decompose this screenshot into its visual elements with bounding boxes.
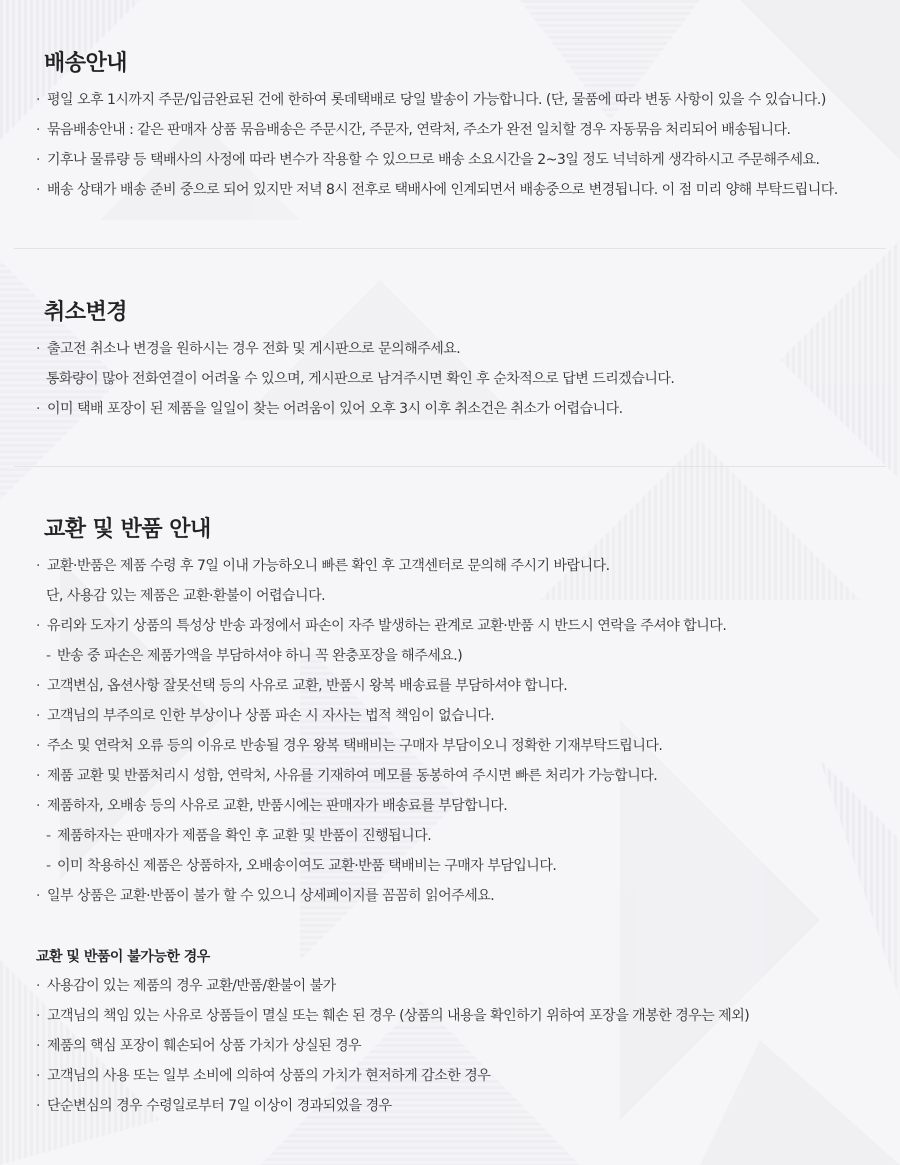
list-item-text: 통화량이 많아 전화연결이 어려울 수 있으며, 게시판으로 남겨주시면 확인 후 순차적으로 답변 드리겠습니다. — [46, 371, 675, 387]
bullet-marker: · — [36, 1098, 40, 1114]
list-item — [36, 886, 494, 906]
list-item-continuation — [46, 586, 325, 606]
list-item — [36, 180, 838, 200]
bullet-marker: · — [36, 1008, 40, 1024]
section-title: 배송안내 — [44, 51, 128, 76]
list-item-text: 제품하자는 판매자가 제품을 확인 후 교환 및 반품이 진행됩니다. — [57, 828, 432, 844]
sub-list-item — [46, 856, 556, 876]
list-item — [36, 1036, 361, 1056]
list-item-text: 제품하자, 오배송 등의 사유로 교환, 반품시에는 판매자가 배송료를 부담합니다. — [47, 798, 508, 814]
list-item-text: 제품의 핵심 포장이 훼손되어 상품 가치가 상실된 경우 — [47, 1038, 362, 1054]
list-item-text: 단순변심의 경우 수령일로부터 7일 이상이 경과되었을 경우 — [47, 1098, 392, 1114]
sub-list-item — [46, 646, 462, 666]
list-item — [36, 766, 657, 786]
bullet-marker: · — [36, 341, 40, 357]
list-item — [36, 399, 623, 419]
list-item — [36, 616, 726, 636]
bullet-marker: · — [36, 558, 40, 574]
list-item-text: 평일 오후 1시까지 주문/입금완료된 건에 한하여 롯데택배로 당일 발송이 가능합니다. (단, 물품에 따라 변동 사항이 있을 수 있습니다.) — [47, 92, 826, 108]
dash-marker: - — [46, 648, 51, 664]
dash-marker: - — [46, 828, 51, 844]
bullet-marker: · — [36, 92, 40, 108]
sub-list-item — [46, 826, 431, 846]
bullet-marker: · — [36, 888, 40, 904]
section-title: 교환 및 반품 안내 — [44, 517, 211, 542]
list-item-text: 고객님의 부주의로 인한 부상이나 상품 파손 시 자사는 법적 책임이 없습니다. — [47, 708, 495, 724]
bullet-marker: · — [36, 618, 40, 634]
bullet-marker: · — [36, 768, 40, 784]
list-item-text: 기후나 물류량 등 택배사의 사정에 따라 변수가 작용할 수 있으므로 배송 소요시간을 2~3일 정도 넉넉하게 생각하시고 주문해주세요. — [47, 152, 820, 168]
list-item-text: 교환·반품은 제품 수령 후 7일 이내 가능하오니 빠른 확인 후 고객센터로 문의해 주시기 바랍니다. — [47, 558, 610, 574]
list-item — [36, 796, 507, 816]
list-item-text: 출고전 취소나 변경을 원하시는 경우 전화 및 게시판으로 문의해주세요. — [47, 341, 461, 357]
bullet-marker: · — [36, 708, 40, 724]
bullet-marker: · — [36, 401, 40, 417]
list-item — [36, 1096, 392, 1116]
list-item — [36, 736, 662, 756]
bullet-marker: · — [36, 678, 40, 694]
bullet-marker: · — [36, 1068, 40, 1084]
list-item-text: 주소 및 연락처 오류 등의 이유로 반송될 경우 왕복 택배비는 구매자 부담이오니 정확한 기재부탁드립니다. — [47, 738, 663, 754]
list-item-text: 제품 교환 및 반품처리시 성함, 연락처, 사유를 기재하여 메모를 동봉하여 주시면 빠른 처리가 가능합니다. — [47, 768, 658, 784]
bullet-marker: · — [36, 152, 40, 168]
list-item — [36, 120, 791, 140]
section-divider — [14, 466, 886, 467]
list-item-continuation — [46, 369, 674, 389]
list-item-text: 고객변심, 옵션사항 잘못선택 등의 사유로 교환, 반품시 왕복 배송료를 부담하셔야 합니다. — [47, 678, 568, 694]
unavailable-subheading: 교환 및 반품이 불가능한 경우 — [36, 949, 210, 965]
list-item-text: 이미 착용하신 제품은 상품하자, 오배송이여도 교환·반품 택배비는 구매자 부담입니다. — [57, 858, 557, 874]
list-item-text: 묶음배송안내 : 같은 판매자 상품 묶음배송은 주문시간, 주문자, 연락처, 주소가 완전 일치할 경우 자동묶음 처리되어 배송됩니다. — [47, 122, 791, 138]
list-item — [36, 1066, 490, 1086]
list-item-text: 고객님의 책임 있는 사유로 상품들이 멸실 또는 훼손 된 경우 (상품의 내용을 확인하기 위하여 포장을 개봉한 경우는 제외) — [47, 1008, 750, 1024]
list-item — [36, 90, 826, 110]
bullet-marker: · — [36, 978, 40, 994]
list-item-text: 사용감이 있는 제품의 경우 교환/반품/환불이 불가 — [47, 978, 336, 994]
list-item — [36, 706, 494, 726]
list-item — [36, 339, 460, 359]
list-item-text: 일부 상품은 교환·반품이 불가 할 수 있으니 상세페이지를 꼼꼼히 읽어주세요. — [47, 888, 495, 904]
bullet-marker: · — [36, 182, 40, 198]
bullet-marker: · — [36, 798, 40, 814]
bullet-marker: · — [36, 1038, 40, 1054]
section-divider — [14, 248, 886, 249]
list-item-text: 단, 사용감 있는 제품은 교환·환불이 어렵습니다. — [46, 588, 326, 604]
list-item-text: 반송 중 파손은 제품가액을 부담하셔야 하니 꼭 완충포장을 해주세요.) — [57, 648, 463, 664]
list-item — [36, 556, 610, 576]
list-item-text: 고객님의 사용 또는 일부 소비에 의하여 상품의 가치가 현저하게 감소한 경우 — [47, 1068, 491, 1084]
list-item — [36, 150, 819, 170]
list-item-text: 배송 상태가 배송 준비 중으로 되어 있지만 저녁 8시 전후로 택배사에 인계되면서 배송중으로 변경됩니다. 이 점 미리 양해 부탁드립니다. — [47, 182, 838, 198]
section-title: 취소변경 — [44, 300, 128, 325]
bullet-marker: · — [36, 122, 40, 138]
dash-marker: - — [46, 858, 51, 874]
list-item-text: 이미 택배 포장이 된 제품을 일일이 찾는 어려움이 있어 오후 3시 이후 취소건은 취소가 어렵습니다. — [47, 401, 623, 417]
list-item-text: 유리와 도자기 상품의 특성상 반송 과정에서 파손이 자주 발생하는 관계로 교환·반품 시 반드시 연락을 주셔야 합니다. — [47, 618, 727, 634]
list-item — [36, 1006, 749, 1026]
list-item — [36, 676, 567, 696]
list-item — [36, 976, 336, 996]
bullet-marker: · — [36, 738, 40, 754]
